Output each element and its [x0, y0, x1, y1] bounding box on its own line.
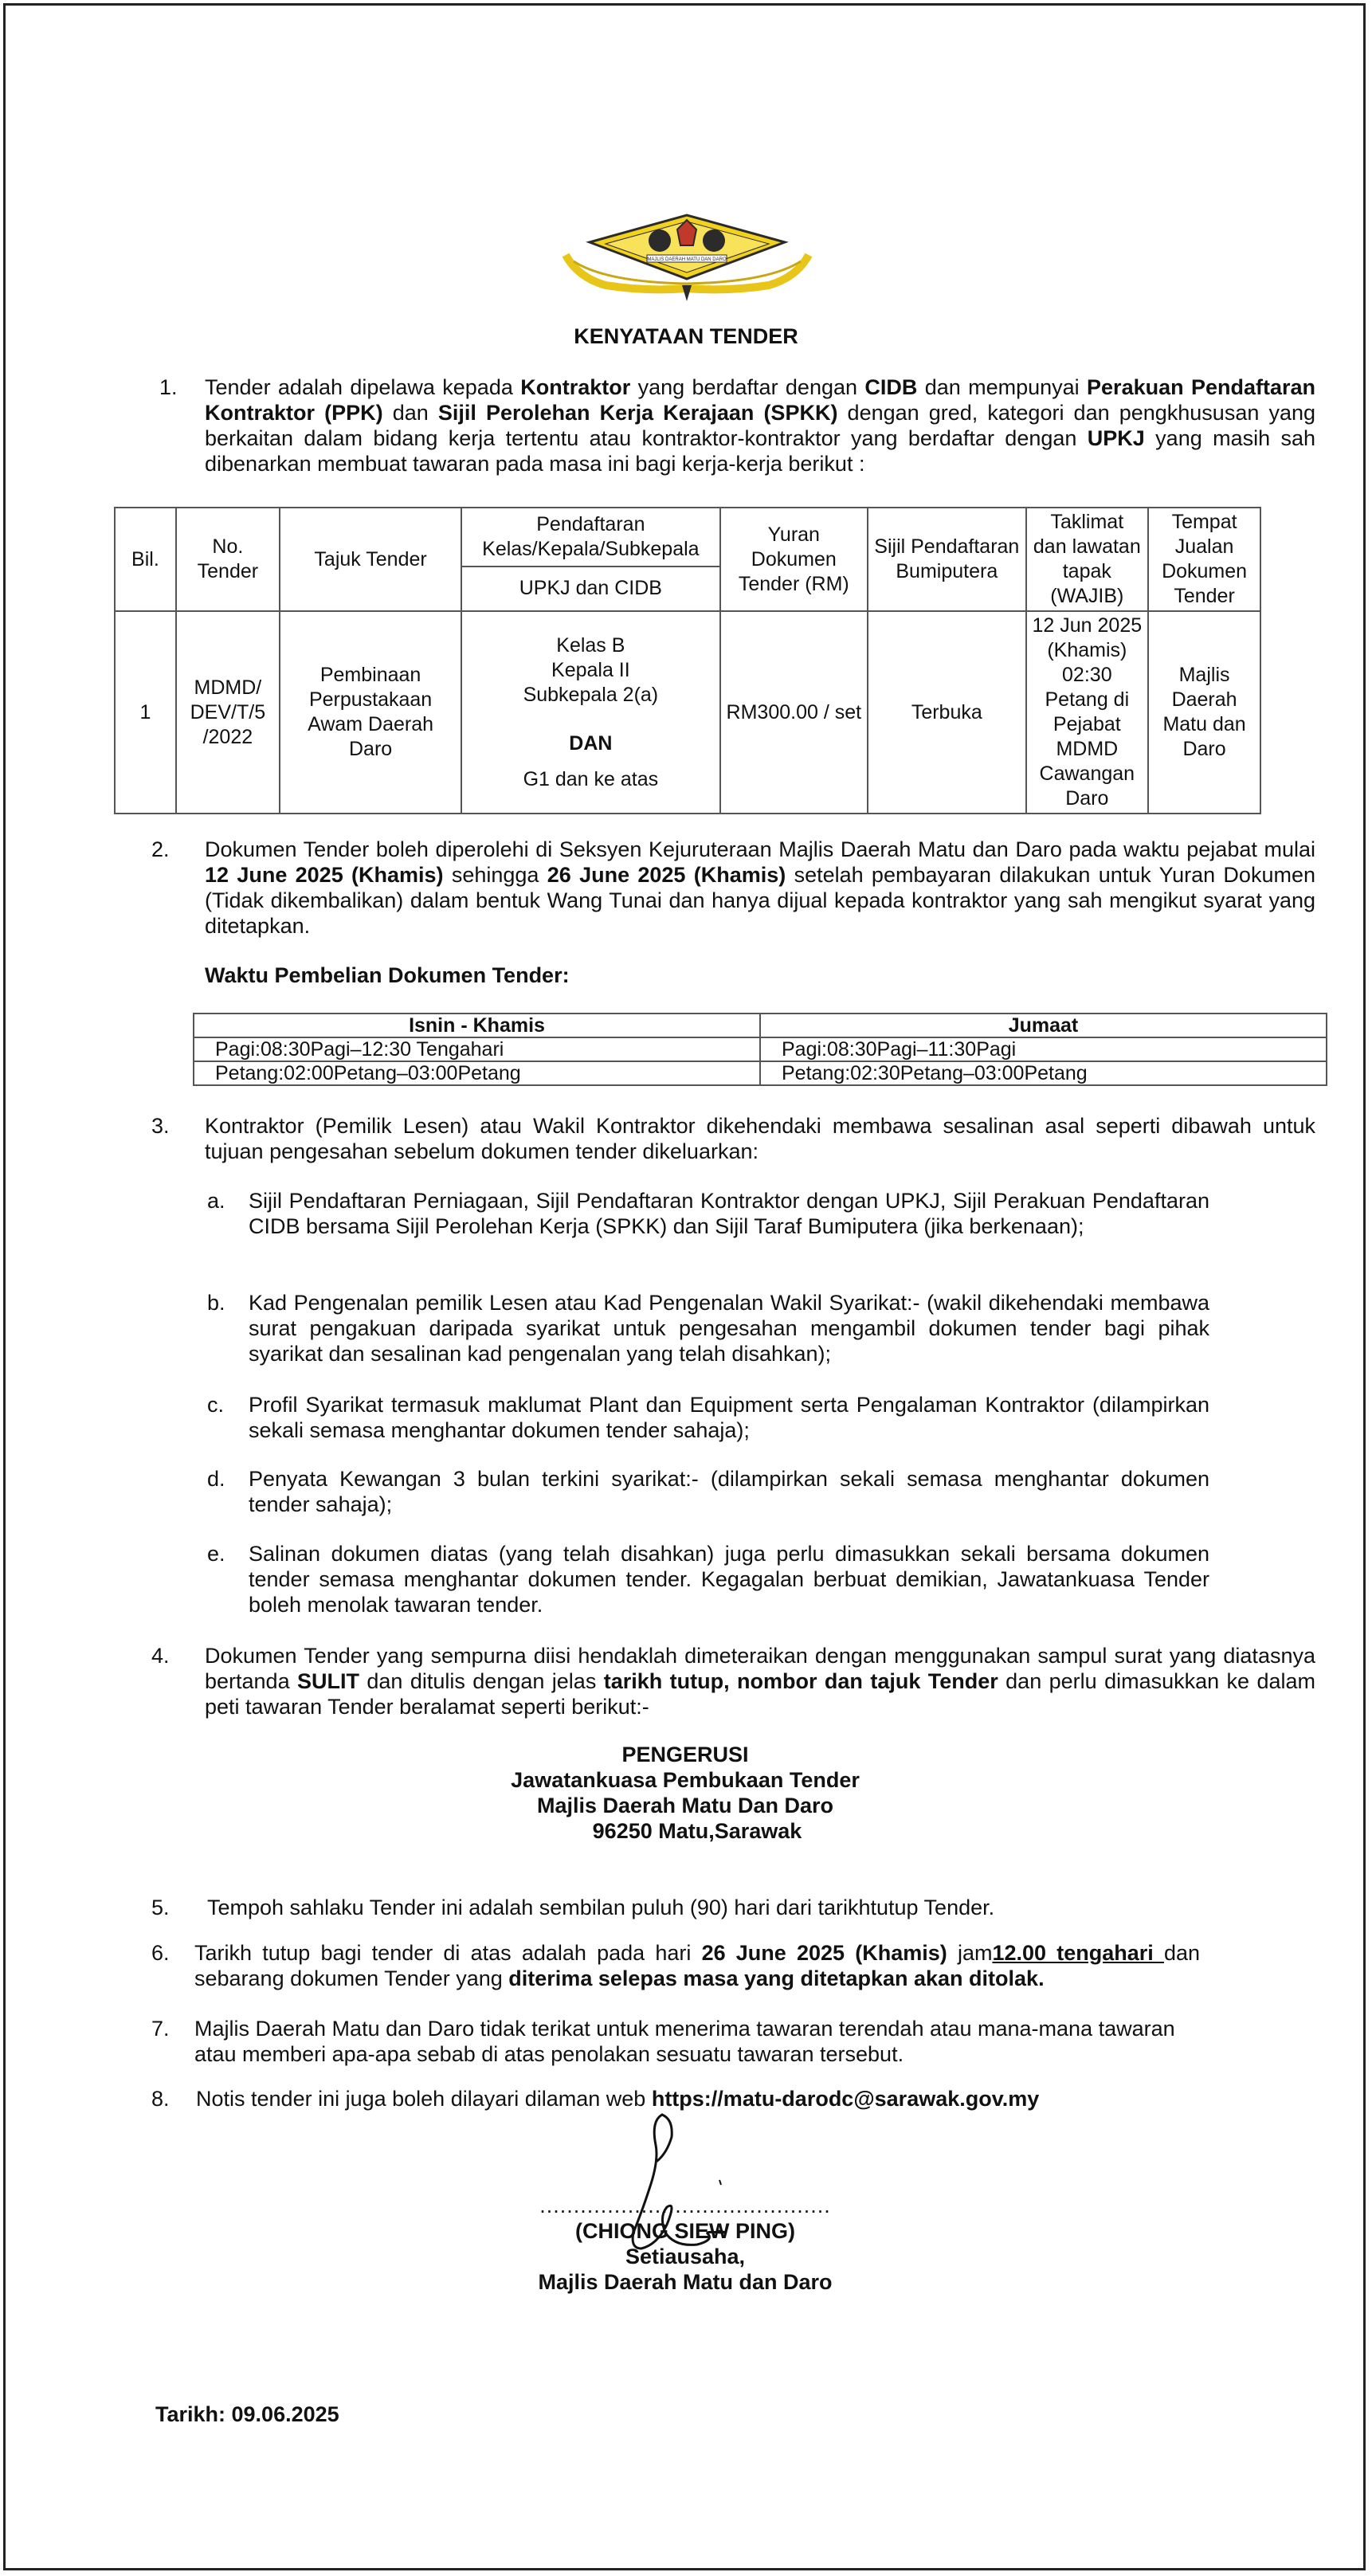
list-item: Profil Syarikat termasuk maklumat Plant dan Equipment serta Pengalaman Kontraktor (dilampirkan sekali semasa menghantar dokumen tender sahaja); [249, 1393, 1209, 1442]
hours-cell: Petang:02:30Petang–03:00Petang [760, 1061, 1327, 1085]
section-1-number: 1. [159, 375, 178, 399]
section-4-number: 4. [151, 1644, 170, 1668]
section-7-text: Majlis Daerah Matu dan Daro tidak terikat untuk menerima tawaran terendah atau mana-mana tawaran atau memberi apa-apa sebab di atas penolakan sesuatu tawaran tersebut. [194, 2017, 1175, 2066]
cell-kelas [461, 611, 719, 814]
col-yuran-header: Yuran Dokumen Tender (RM) [720, 508, 868, 611]
section-2-number: 2. [151, 837, 170, 861]
signature-line: ........................................... [539, 2194, 831, 2217]
address-line: Majlis Daerah Matu Dan Daro [536, 1794, 834, 1817]
logo-banner-text: MAJLIS DAERAH MATU DAN DARO [647, 257, 727, 262]
hours-cell: Pagi:08:30Pagi–12:30 Tengahari [194, 1037, 760, 1061]
list-item-label: b. [207, 1291, 225, 1315]
council-logo [558, 209, 817, 303]
section-4-text: Dokumen Tender yang sempurna diisi hendaklah dimeteraikan dengan menggunakan sampul surat yang diatasnya bertanda SULIT dan ditulis dengan jelas tarikh tutup, nombor dan tajuk Tender dan perlu dimasukkan ke dalam peti tawaran Tender beralamat seperti berikut:- [205, 1644, 1316, 1719]
hours-header-friday: Jumaat [760, 1014, 1327, 1037]
list-item: Sijil Pendaftaran Perniagaan, Sijil Pendaftaran Kontraktor dengan UPKJ, Sijil Perakuan Pendaftaran CIDB bersama Sijil Perolehan Kerja (SPKK) dan Sijil Taraf Bumiputera (jika berkenaan); [249, 1189, 1209, 1238]
section-5-text: Tempoh sahlaku Tender ini adalah sembilan puluh (90) hari dari tarikhtutup Tender. [207, 1896, 995, 1919]
hours-cell: Pagi:08:30Pagi–11:30Pagi [760, 1037, 1327, 1061]
address-line: Jawatankuasa Pembukaan Tender [511, 1768, 860, 1792]
list-item: Kad Pengenalan pemilik Lesen atau Kad Pengenalan Wakil Syarikat:- (wakil dikehendaki membawa surat pengakuan daripada syarikat untuk pengesahan mengambil dokumen tender bagi pihak syarikat dan sesalinan kad pengenalan yang telah disahkan); [249, 1291, 1209, 1366]
waktu-title: Waktu Pembelian Dokumen Tender: [205, 963, 570, 987]
address-line: PENGERUSI [621, 1743, 749, 1766]
list-item: Penyata Kewangan 3 bulan terkini syarikat:- (dilampirkan sekali semasa menghantar dokumen tender sahaja); [249, 1467, 1209, 1516]
section-8-text: Notis tender ini juga boleh dilayari dilaman web https://matu-darodc@sarawak.gov.my [196, 2087, 1040, 2111]
cell-no: MDMD/ DEV/T/5 /2022 [176, 611, 280, 814]
section-3-text: Kontraktor (Pemilik Lesen) atau Wakil Kontraktor dikehendaki membawa sesalinan asal seperti dibawah untuk tujuan pengesahan sebelum dokumen tender dikeluarkan: [205, 1114, 1315, 1163]
cell-tempat: Majlis Daerah Matu dan Daro [1148, 611, 1260, 814]
tender-table [114, 507, 1261, 814]
col-sijil-header: Sijil Pendaftaran Bumiputera [868, 508, 1025, 611]
cell-bil: 1 [115, 611, 176, 814]
page-title: KENYATAAN TENDER [574, 324, 798, 348]
list-item-label: c. [207, 1393, 225, 1417]
cell-sijil: Terbuka [868, 611, 1025, 814]
col-pendaftaran-header: Pendaftaran Kelas/Kepala/Subkepala [461, 508, 719, 567]
table-row [194, 1037, 1327, 1061]
g1-text: G1 dan ke atas [523, 767, 659, 790]
col-upkj-header: UPKJ dan CIDB [461, 567, 719, 611]
cell-taklimat: 12 Jun 2025 (Khamis) 02:30 Petang di Pejabat MDMD Cawangan Daro [1026, 611, 1149, 814]
document-date: Tarikh: 09.06.2025 [155, 2402, 339, 2426]
table-row [115, 611, 1260, 814]
purchase-hours-table [193, 1013, 1327, 1086]
section-1-text: Tender adalah dipelawa kepada Kontraktor yang berdaftar dengan CIDB dan mempunyai Perakuan Pendaftaran Kontraktor (PPK) dan Sijil Perolehan Kerja Kerajaan (SPKK) dengan gred, kategori dan pengkhususan yang berkaitan dalam bidang kerja tertentu atau kontraktor-kontraktor yang berdaftar dengan UPKJ yang masih sah dibenarkan membuat tawaran pada masa ini bagi kerja-kerja berikut : [205, 375, 1316, 476]
signatory-role: Setiausaha, [625, 2245, 746, 2268]
list-item: Salinan dokumen diatas (yang telah disahkan) juga perlu dimasukkan sekali bersama dokumen tender semasa menghantar dokumen tender. Kegagalan berbuat demikian, Jawatankuasa Tender boleh menolak tawaran tender. [249, 1542, 1209, 1617]
tender-address [446, 1742, 924, 1844]
section-2-text: Dokumen Tender boleh diperolehi di Seksyen Kejuruteraan Majlis Daerah Matu dan Daro pada waktu pejabat mulai 12 June 2025 (Khamis) sehingga 26 June 2025 (Khamis) setelah pembayaran dilakukan untuk Yuran Dokumen (Tidak dikembalikan) dalam bentuk Wang Tunai dan hanya dijual kepada kontraktor yang sah mengikut syarat yang ditetapkan. [205, 837, 1315, 938]
section-6-number: 6. [151, 1941, 170, 1965]
cell-tajuk: Pembinaan Perpustakaan Awam Daerah Daro [280, 611, 461, 814]
section-3-number: 3. [151, 1114, 170, 1138]
crest-emblem-icon [558, 209, 817, 303]
section-8-number: 8. [151, 2087, 170, 2111]
hours-header-weekday: Isnin - Khamis [194, 1014, 760, 1037]
list-item-label: d. [207, 1467, 225, 1491]
col-tempat-header: Tempat Jualan Dokumen Tender [1148, 508, 1260, 611]
cell-yuran: RM300.00 / set [720, 611, 868, 814]
hours-cell: Petang:02:00Petang–03:00Petang [194, 1061, 760, 1085]
signature-block [446, 2193, 924, 2295]
col-bil-header: Bil. [115, 508, 176, 611]
signatory-name: (CHIONG SIEW PING) [575, 2219, 795, 2243]
col-tajuk-header: Tajuk Tender [280, 508, 461, 611]
signatory-organisation: Majlis Daerah Matu dan Daro [538, 2270, 833, 2294]
list-item-label: e. [207, 1542, 225, 1566]
section-7-number: 7. [151, 2017, 170, 2041]
list-item-label: a. [207, 1189, 225, 1213]
col-taklimat-header: Taklimat dan lawatan tapak (WAJIB) [1026, 508, 1149, 611]
col-no-header: No. Tender [176, 508, 280, 611]
subkepala-text: Subkepala 2(a) [523, 683, 659, 706]
dan-text: DAN [569, 731, 613, 755]
kelas-text: Kelas B [556, 633, 625, 657]
section-6-text: Tarikh tutup bagi tender di atas adalah pada hari 26 June 2025 (Khamis) jam12.00 tengahari dan sebarang dokumen Tender yang diterima selepas masa yang ditetapkan akan ditolak. [194, 1941, 1200, 1990]
table-row [194, 1061, 1327, 1085]
section-5-number: 5. [151, 1896, 170, 1919]
kepala-text: Kepala II [551, 658, 630, 681]
address-line: 96250 Matu,Sarawak [592, 1819, 802, 1843]
